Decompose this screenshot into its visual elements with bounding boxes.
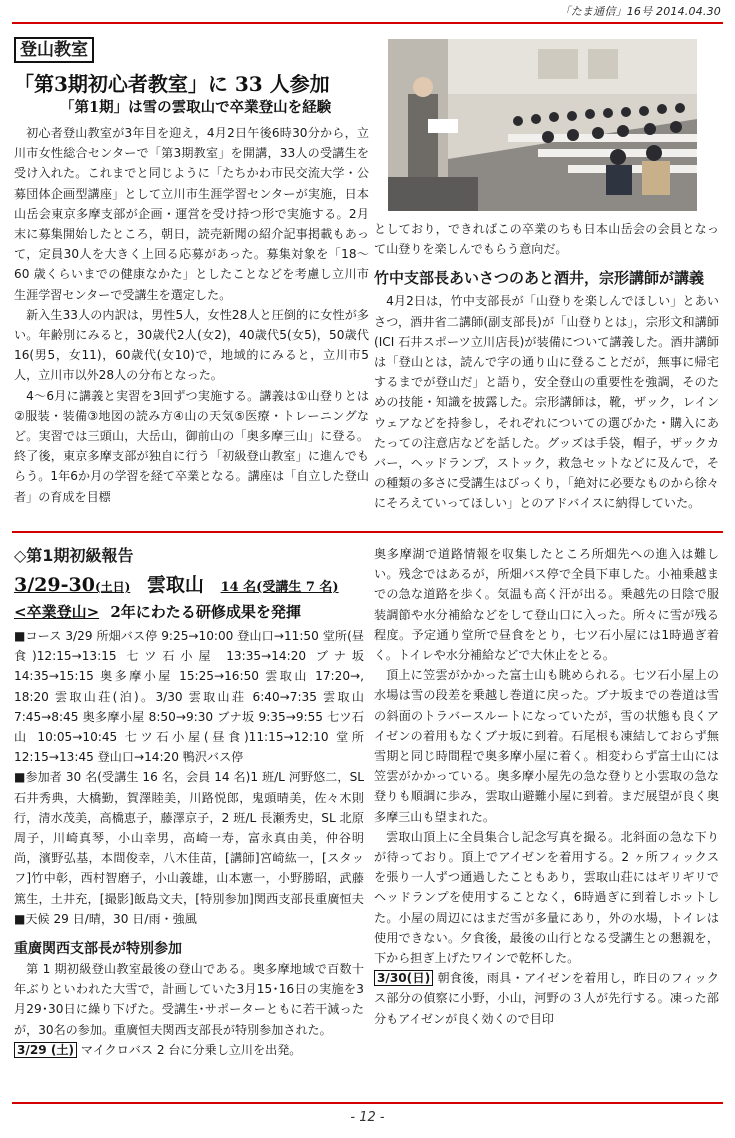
special-heading: 重廣関西支部長が特別参加 — [14, 941, 182, 958]
special-paragraph: 第 1 期初級登山教室最後の登山である。奥多摩地域で百数十年ぶりといわれた大雪で，計画していた3月15･16日の実施を3月29･30日に繰り下げた。受講生･サポーターともに若干減ったが，30名の参加。重廣恒夫関西支部長が特別参加された。 — [14, 962, 364, 1037]
day1-text: マイクロバス 2 台に分乗し立川を出発。 — [80, 1042, 302, 1057]
article2-right-column — [374, 544, 719, 1029]
members-info: ■参加者 30 名(受講生 16 名，会員 14 名)1 班/L 河野悠二，SL 石井秀典，大橋勤，賀澤睦美，川路悦郎，鬼頭晴美，佐々木則行，清水茂美，高橋恵子，藤澤京子，2 班/L 長瀬秀史，SL 北原周子，川崎真琴，小山幸男，高崎一寿，富永真由美，仲谷明尚，濱野弘基，本間俊幸，八木佳苗，[講師]宮崎紘一，[スタッフ]竹中彰，西村智磨子，小山義雄，山本憲一，小野勝昭，武藤篤生，土井充，[撮影]飯島文夫，[特別参加]関西支部長重廣恒夫 ■天候 29 日/晴，30 日/雨・強風 — [14, 770, 364, 926]
article-title: 「第3期初心者教室」に 33 人参加 — [14, 72, 330, 96]
report-subtitle-tag: <卒業登山> — [14, 603, 100, 621]
report-paragraph: 雲取山頂上に全員集合し記念写真を撮る。北斜面の急な下りが待っており。頂上でアイゼンを着用する。2 ヶ所フィックスを張り一人ずつ通過したこともあり，雲取山荘にはギリギリでヘッドランプを使用することなく，6時過ぎに到着しホットした。小屋の周辺にはまだ雪が多量にあり，外の水場，トイレは使用できない。夕食後，最後の山行となる受講生との懇親を，下から担ぎ上げたワインで乾杯した。 — [374, 829, 719, 966]
article1-continuation: としており，できればこの卒業のちも日本山岳会の会員となって山登りを楽しんでもらう意向だ。 — [374, 222, 719, 257]
page-number: - 12 - — [350, 1110, 385, 1125]
day2-text: 朝食後，雨具・アイゼンを着用し，昨日のフィックス部分の偵察に小野，小山，河野の３人が先行する。凍った部分もアイゼンが良く効くので目印 — [374, 971, 719, 1026]
report-date: 3/29-30 — [14, 574, 95, 596]
article1-paragraph: 新入生33人の内訳は，男性5人，女性28人と圧倒的に女性が多い。年齢別にみると，30歳代2人(女2)，40歳代5(女5)，50歳代16(男5，女11)，60歳代(女10)で，地域的にみると，立川市5人，立川市以外28人の分布となった。 — [14, 307, 369, 383]
bottom-rule — [12, 1102, 723, 1104]
article1-paragraph: 初心者登山教室が3年目を迎え，4月2日午後6時30分から，立川市女性総合センターで「第3期教室」を開講，33人の受講生を受け入れた。これまでと同じように「たちかわ市民交流大学・公募団体企画型講座」として立川市生涯学習センターが実施，日本山岳会東京多摩支部が企画・運営を受け持つ形で実施する。2月末に募集開始したところ，朝日，読売新聞の紹介記事掲載もあって，定員30人を大きく上回る応募があった。募集対象を「18～60 歳くらいまでの健康なかた」としたことなどを考慮し立川市生涯学習センターで受講生を選定した。 — [14, 126, 369, 302]
section-divider — [12, 531, 723, 533]
section-tag: 登山教室 — [14, 37, 94, 63]
report-section-title: ◇第1期初級報告 — [14, 546, 134, 565]
report-date-mark: (土日) — [94, 580, 131, 594]
article1-paragraph: 4～6月に講義と実習を3回ずつ実施する。講義は①山登りとは②服装・装備③地図の読み方④山の天気⑤医療・トレーニングなど。実習では三頭山，大岳山，御前山の「奥多摩三山」に登る。終了後，東京多摩支部が独自に行う「初級登山教室」に進んでもらう。1年6か月の学習を経て卒業となる。講座は「自立した登山者」の育成を目標 — [14, 388, 369, 504]
article2-left-column — [14, 545, 364, 1060]
article1-right-column — [374, 219, 719, 514]
issue-header: 「たま通信」16号 2014.04.30 — [559, 5, 721, 18]
report-paragraph: 頂上に笠雲がかかった富士山も眺められる。七ツ石小屋上の水場は雪の段差を乗越し巻道に戻った。ブナ坂までの巻道は雪の斜面のトラバースルートになっていたが，雪の状態も良くアイゼンの着用もなくブナ坂に到着。石尾根も凍結しておらず無雪期と同じ時間程で奥多摩小屋に着く。相変わらず富士山には笠雲がかかっている。奥多摩小屋先の急な登りと小雲取の急な登りも順調に歩み，雲取山避難小屋に到着。まだ展望が良く奥多摩三山も望まれた。 — [374, 668, 719, 824]
lecture-heading: 竹中支部長あいさつのあと酒井，宗形講師が講義 — [374, 269, 705, 288]
lecture-photo — [388, 39, 697, 211]
article-subtitle: 「第1期」は雪の雲取山で卒業登山を経験 — [60, 99, 332, 116]
report-mountain: 雲取山 — [146, 574, 204, 596]
report-subtitle — [14, 602, 364, 622]
day2-label: 3/30(日) — [374, 970, 433, 986]
report-paragraph: 奥多摩湖で道路情報を収集したところ所畑先への進入は難しい。残念ではあるが，所畑バス停で全員下車した。小袖乗越までの急な道路を歩く。気温も高く汗が出る。乗越先の日陰で服装調節や水分補給などをして登山口に入った。所々に雪が残る程度。予定通り堂所で昼食をとり，七ツ石小屋には1時過ぎ着く。トイレや水分補給などで大休止をとる。 — [374, 547, 719, 663]
course-info: ■コース 3/29 所畑バス停 9:25→10:00 登山口→11:50 堂所(昼食)12:15→13:15 七ツ石小屋 13:35→14:20 ブナ坂 14:35→15:15 奥多摩小屋 15:25→16:50 雲取山 17:20→, 18:20 雲取山荘(泊)。3/30 雲取山荘 6:40→7:35 雲取山 7:45→8:45 奥多摩小屋 8:50→9:30 ブナ坂 9:35→9:55 七ツ石山 10:05→10:45 七ツ石小屋(昼食)11:15→12:10 堂所 12:15→13:45 登山口→14:20 鴨沢バス停 — [14, 629, 364, 765]
report-title — [14, 573, 364, 600]
top-rule — [12, 22, 723, 24]
report-subtitle-text: 2年にわたる研修成果を発揮 — [110, 603, 301, 621]
lecture-photo-illustration — [388, 39, 697, 211]
day1-label: 3/29 (土) — [14, 1042, 77, 1058]
day1-line — [14, 1040, 364, 1060]
day2-paragraph — [374, 968, 719, 1029]
report-participants: 14 名(受講生 7 名) — [220, 580, 339, 595]
article1-left-column — [14, 123, 369, 507]
lecture-paragraph: 4月2日は，竹中支部長が「山登りを楽しんでほしい」とあいさつ，酒井省二講師(副支部長)が「山登りとは」，宗形文和講師(ICI 石井スポーツ立川店長)が装備について講義した。酒井講師は「登山とは，読んで字の通り山に登ることだが，無事に帰宅するまでが登山だ」と語り，安全登山の重要性を強調，そのための技能・知識を披露した。宗形講師は，靴，ザック，レインウェアなどを持参し，それぞれについての選びかた・購入にあたっての注意店などを話した。グッズは手袋，帽子，ザックカバー，ヘッドランプ，ストック，救急セットなどに及んで，その種類の多さに受講生はびっくり，「絶対に必要なものから徐々にそろえていってほしい」とのアドバイスに納得していた。 — [374, 294, 719, 511]
